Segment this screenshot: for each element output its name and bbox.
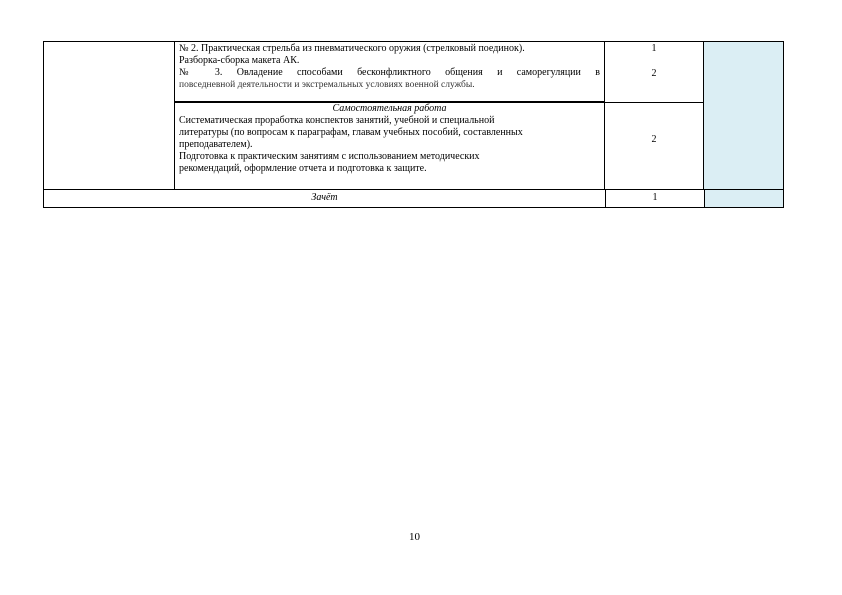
independent-work-hours-cell [605,102,704,189]
independent-work-line: литературы (по вопросам к параграфам, главам учебных пособий, составленных [179,127,523,138]
empty-topic-cell [44,42,175,102]
practice-hours-cell [605,42,704,102]
table-row-independent-work [43,102,784,189]
independent-work-line: Систематическая проработка конспектов занятий, учебной и специальной [179,115,495,126]
independent-work-cell [175,102,605,189]
practice-3-title: № 3. Овладение способами бесконфликтного общения и саморегуляции в [179,67,600,78]
page-number: 10 [409,531,420,543]
highlight-cell [705,190,783,207]
highlight-cell [704,102,783,189]
highlight-cell [704,42,783,102]
practice-3-hours: 2 [651,68,657,79]
credit-hours: 1 [606,190,705,207]
independent-work-line: рекомендаций, оформление отчета и подготовка к защите. [179,163,427,174]
practice-3-continuation: повседневной деятельности и экстремальных условиях военной службы. [179,80,475,90]
practice-2-title: № 2. Практическая стрельба из пневматического оружия (стрелковый поединок). [179,43,525,54]
table-row-practice [43,41,784,102]
independent-work-line: преподавателем). [179,139,253,150]
curriculum-table [43,41,784,208]
independent-work-title: Самостоятельная работа [332,103,447,114]
practice-2-subtitle: Разборка-сборка макета АК. [179,55,300,66]
independent-work-line: Подготовка к практическим занятиям с использованием методических [179,151,480,162]
credit-label: Зачёт [44,190,606,207]
table-row-credit [43,189,784,208]
practice-content-cell [175,42,605,102]
independent-work-hours: 2 [651,134,657,145]
practice-2-hours: 1 [651,43,657,54]
empty-topic-cell [44,102,175,189]
